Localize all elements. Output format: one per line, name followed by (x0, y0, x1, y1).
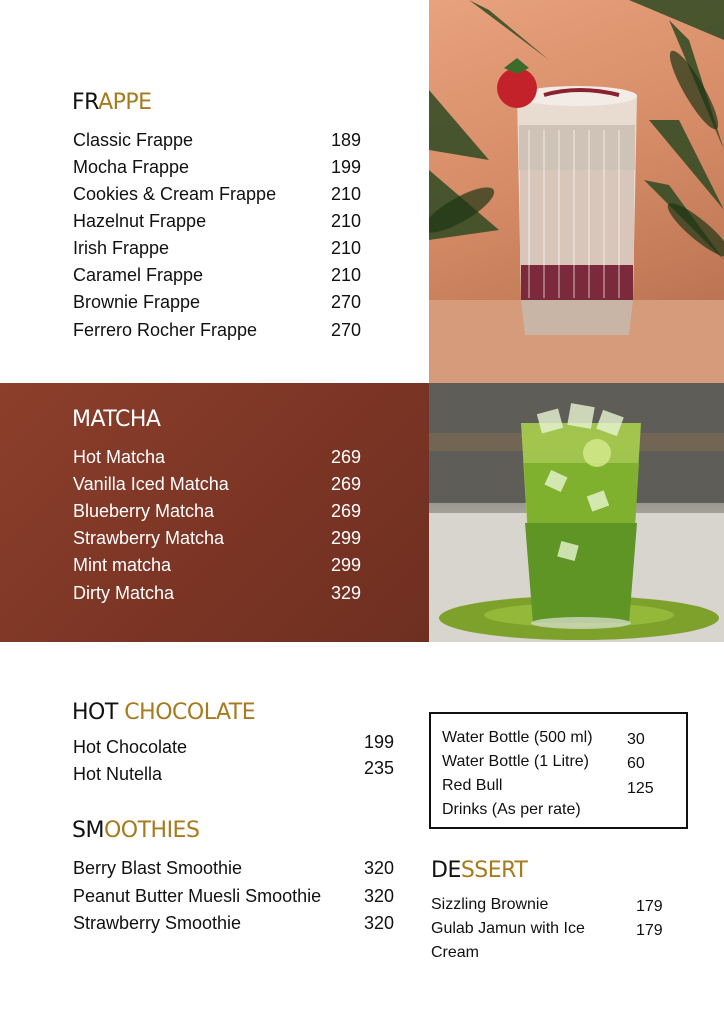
smoothie-item-name: Peanut Butter Muesli Smoothie (73, 886, 322, 906)
extras-item-name: Water Bottle (500 ml) (442, 729, 593, 746)
dessert-item-name-line2: Cream (431, 944, 480, 961)
matcha-section (0, 383, 429, 642)
smoothies-heading (72, 818, 199, 843)
frappe-item-name: Cookies & Cream Frappe (73, 184, 277, 204)
matcha-item-price: 299 (331, 528, 362, 548)
matcha-drink-photo (429, 383, 724, 642)
hot-chocolate-heading-first: HOT (72, 700, 125, 725)
matcha-item-name: Mint matcha (73, 555, 172, 575)
dessert-heading-first: DE (431, 858, 461, 883)
frappe-item-name: Brownie Frappe (73, 292, 201, 312)
hot-chocolate-heading-rest: CHOCOLATE (124, 700, 256, 725)
extras-item-name: Red Bull (442, 777, 503, 794)
smoothie-item-price: 320 (364, 886, 395, 906)
matcha-item-price: 269 (331, 474, 362, 494)
matcha-item-name: Dirty Matcha (73, 583, 175, 603)
dessert-heading (431, 858, 527, 883)
frappe-item-price: 270 (331, 292, 362, 312)
hot-chocolate-heading (72, 700, 255, 725)
frappe-item-price: 270 (331, 320, 362, 340)
dessert-item-name: Gulab Jamun with Ice (431, 920, 585, 937)
frappe-heading-first: FR (72, 90, 99, 115)
smoothie-item-price: 320 (364, 913, 395, 933)
frappe-item-price: 210 (331, 211, 362, 231)
frappe-item-price: 210 (331, 265, 362, 285)
smoothies-heading-rest: OOTHIES (103, 818, 200, 843)
frappe-heading-rest: APPE (98, 90, 152, 115)
matcha-glass-illustration (429, 383, 724, 642)
dessert-item-price: 179 (636, 898, 663, 915)
hot-chocolate-item-name: Hot Chocolate (73, 737, 188, 757)
frappe-item-price: 210 (331, 184, 362, 204)
matcha-item-price: 299 (331, 555, 362, 575)
frappe-heading (72, 90, 152, 115)
frappe-item-name: Ferrero Rocher Frappe (73, 320, 258, 340)
dessert-item-price: 179 (636, 922, 663, 939)
dessert-heading-rest: SSERT (460, 858, 528, 883)
smoothie-item-price: 320 (364, 858, 395, 878)
extras-item-price: 30 (627, 731, 645, 748)
smoothie-item-name: Berry Blast Smoothie (73, 858, 243, 878)
frappe-item-name: Hazelnut Frappe (73, 211, 207, 231)
extras-item-price: 60 (627, 755, 645, 772)
matcha-item-name: Hot Matcha (73, 447, 166, 467)
frappe-item-name: Mocha Frappe (73, 157, 190, 177)
hot-chocolate-item-price: 235 (364, 758, 395, 778)
frappe-drink-photo (429, 0, 724, 383)
extras-box (429, 712, 688, 829)
frappe-glass-illustration (429, 0, 724, 383)
hot-chocolate-item-name: Hot Nutella (73, 764, 163, 784)
hot-chocolate-item-price: 199 (364, 732, 395, 752)
matcha-heading: MATCHA (72, 407, 161, 432)
extras-item-name: Drinks (As per rate) (442, 801, 581, 818)
frappe-item-price: 199 (331, 157, 362, 177)
frappe-item-name: Classic Frappe (73, 130, 194, 150)
matcha-item-name: Blueberry Matcha (73, 501, 215, 521)
smoothies-heading-first: SM (72, 818, 104, 843)
frappe-section (0, 0, 429, 383)
matcha-item-price: 269 (331, 447, 362, 467)
extras-item-price: 125 (627, 780, 654, 797)
matcha-item-name: Vanilla Iced Matcha (73, 474, 229, 494)
matcha-item-name: Strawberry Matcha (73, 528, 225, 548)
matcha-item-price: 329 (331, 583, 362, 603)
extras-item-name: Water Bottle (1 Litre) (442, 753, 590, 770)
frappe-item-name: Irish Frappe (73, 238, 170, 258)
frappe-item-price: 189 (331, 130, 362, 150)
frappe-item-price: 210 (331, 238, 362, 258)
frappe-item-name: Caramel Frappe (73, 265, 204, 285)
matcha-item-price: 269 (331, 501, 362, 521)
dessert-item-name: Sizzling Brownie (431, 896, 549, 913)
smoothie-item-name: Strawberry Smoothie (73, 913, 242, 933)
